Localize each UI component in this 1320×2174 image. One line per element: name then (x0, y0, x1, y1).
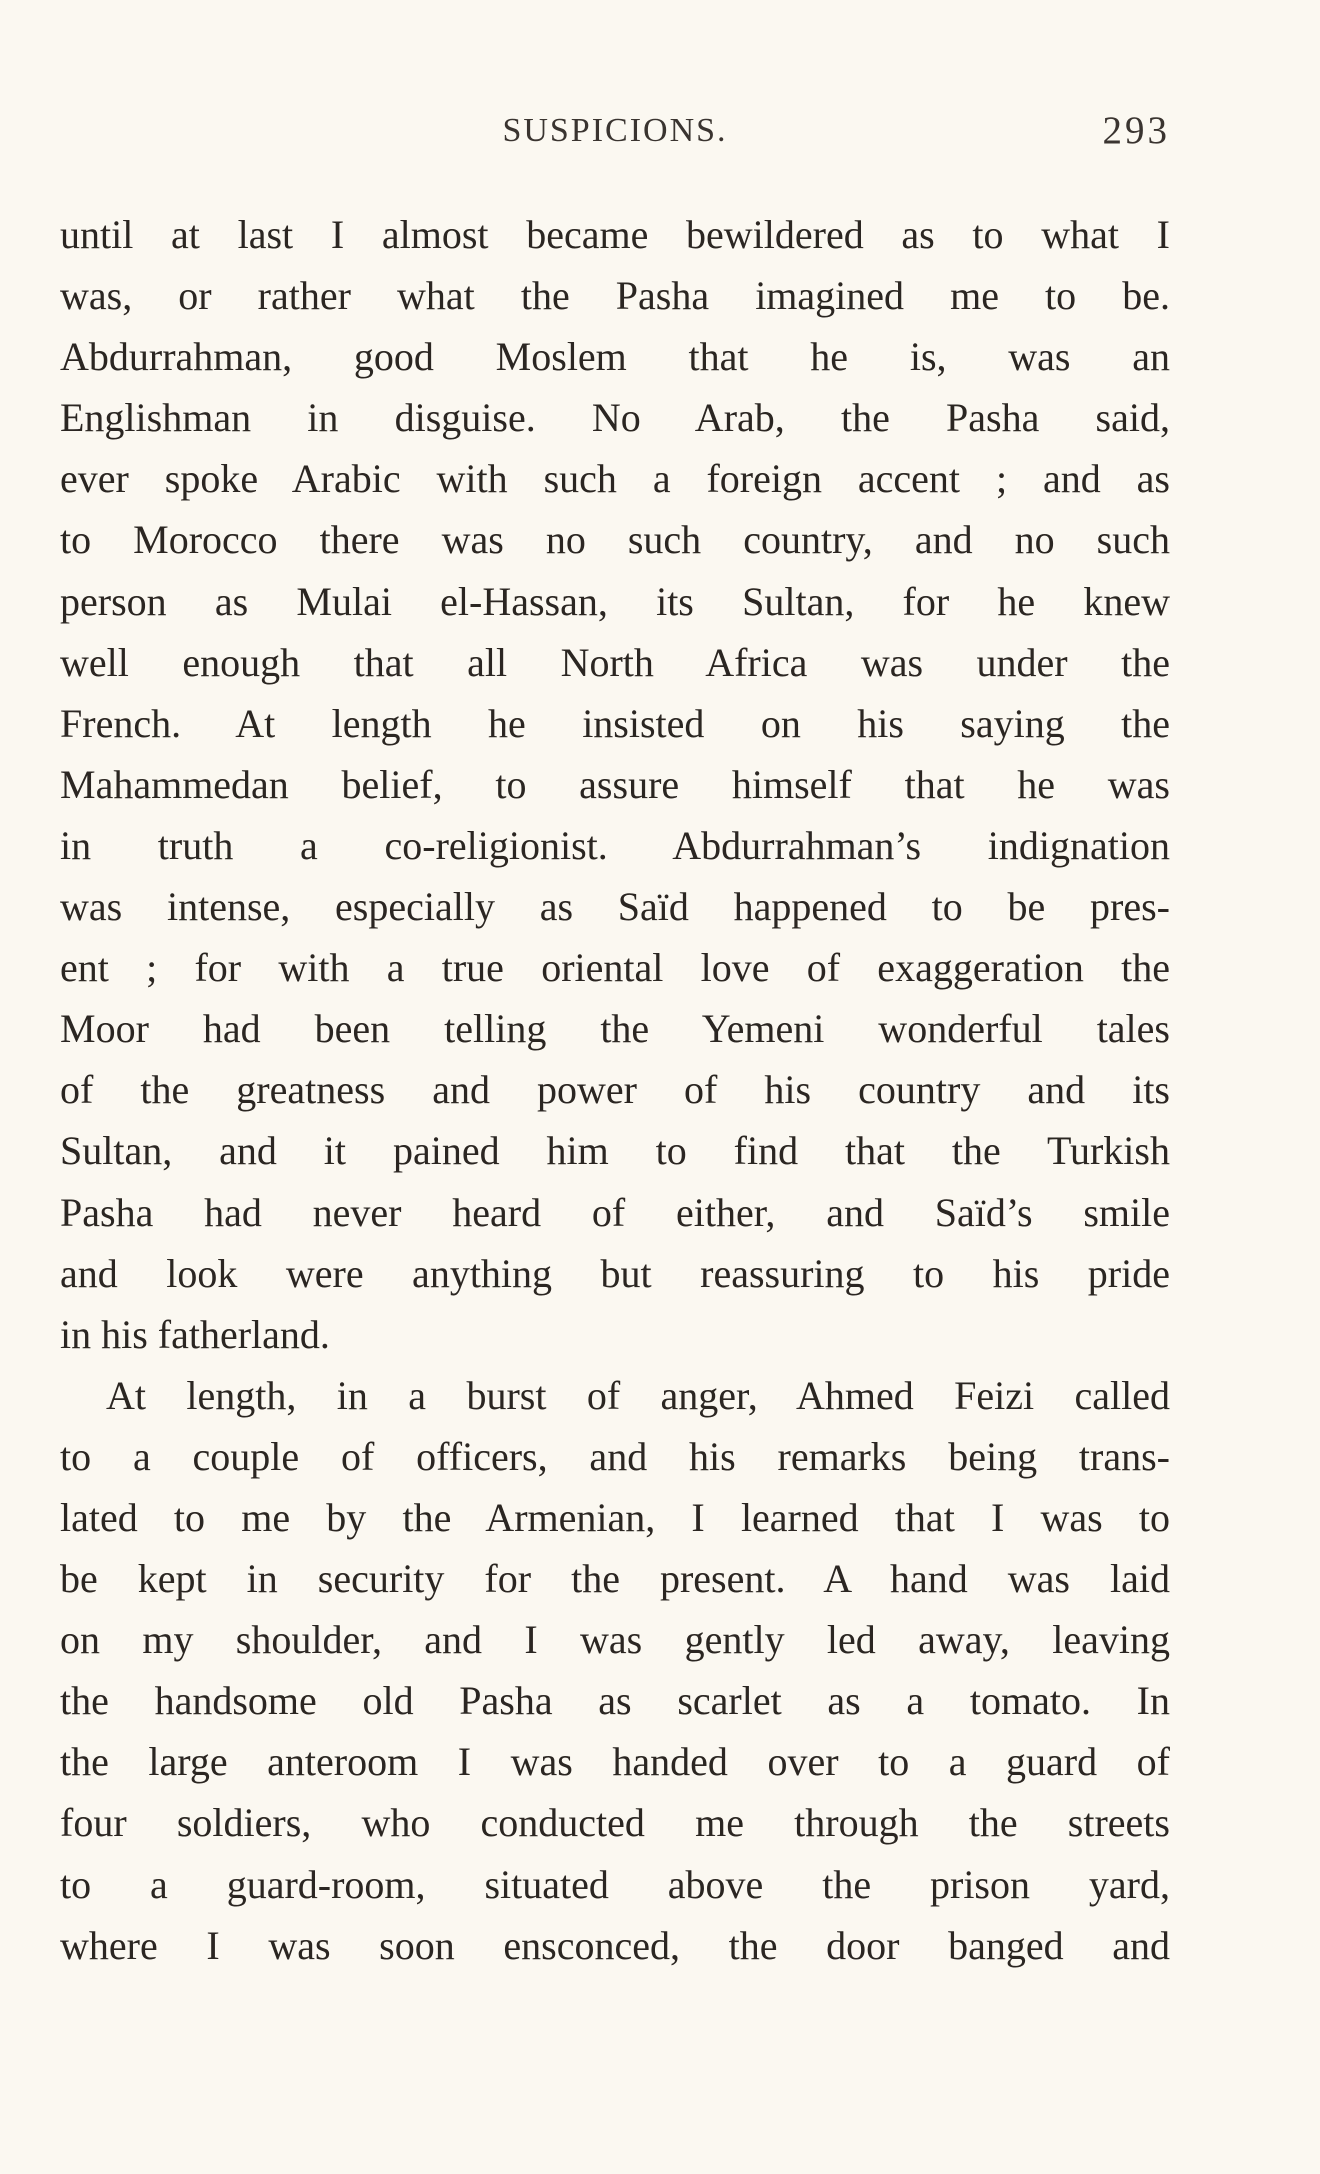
text-line: was intense, especially as Saïd happened to be pres- (60, 884, 1170, 930)
text-line: ent ; for with a true oriental love of exaggeration the (60, 945, 1170, 991)
text-line: was, or rather what the Pasha imagined me to be. (60, 273, 1170, 319)
text-line: four soldiers, who conducted me through the streets (60, 1800, 1170, 1846)
text-line: French. At length he insisted on his saying the (60, 700, 1170, 746)
text-line: be kept in security for the present. A hand was laid (60, 1556, 1170, 1602)
text-line: to a guard-room, situated above the prison yard, (60, 1861, 1170, 1907)
text-line: Abdurrahman, good Moslem that he is, was an (60, 334, 1170, 380)
text-line: Pasha had never heard of either, and Saïd’s smile (60, 1189, 1170, 1235)
page-number: 293 (1102, 109, 1170, 152)
text-line: ever spoke Arabic with such a foreign accent ; and as (60, 456, 1170, 502)
text-line: and look were anything but reassuring to his pride (60, 1250, 1170, 1296)
running-head (60, 109, 1170, 162)
text-line: to Morocco there was no such country, and no such (60, 517, 1170, 563)
text-line: Englishman in disguise. No Arab, the Pasha said, (60, 395, 1170, 441)
text-line: well enough that all North Africa was under the (60, 639, 1170, 685)
text-line: the large anteroom I was handed over to a guard of (60, 1739, 1170, 1785)
paragraph-end-line: in his fatherland. (60, 1311, 330, 1357)
text-line: until at last I almost became bewildered as to what I (60, 212, 1170, 257)
text-line: where I was soon ensconced, the door banged and (60, 1922, 1170, 1968)
text-line: on my shoulder, and I was gently led away, leaving (60, 1617, 1170, 1663)
text-line: lated to me by the Armenian, I learned that I was to (60, 1494, 1170, 1540)
text-line: person as Mulai el-Hassan, its Sultan, for he knew (60, 578, 1170, 624)
text-line: the handsome old Pasha as scarlet as a tomato. In (60, 1678, 1170, 1724)
text-line: Sultan, and it pained him to find that the Turkish (60, 1128, 1170, 1174)
text-line: Mahammedan belief, to assure himself that he was (60, 761, 1170, 807)
paragraph-start-line: At length, in a burst of anger, Ahmed Feizi called (106, 1372, 1170, 1418)
text-line: in truth a co-religionist. Abdurrahman’s indignation (60, 822, 1170, 868)
text-line: of the greatness and power of his country and its (60, 1067, 1170, 1113)
running-title: SUSPICIONS. (502, 112, 728, 149)
body-text (60, 204, 1170, 1976)
text-line: Moor had been telling the Yemeni wonderful tales (60, 1006, 1170, 1052)
text-line: to a couple of officers, and his remarks being trans- (60, 1433, 1170, 1479)
